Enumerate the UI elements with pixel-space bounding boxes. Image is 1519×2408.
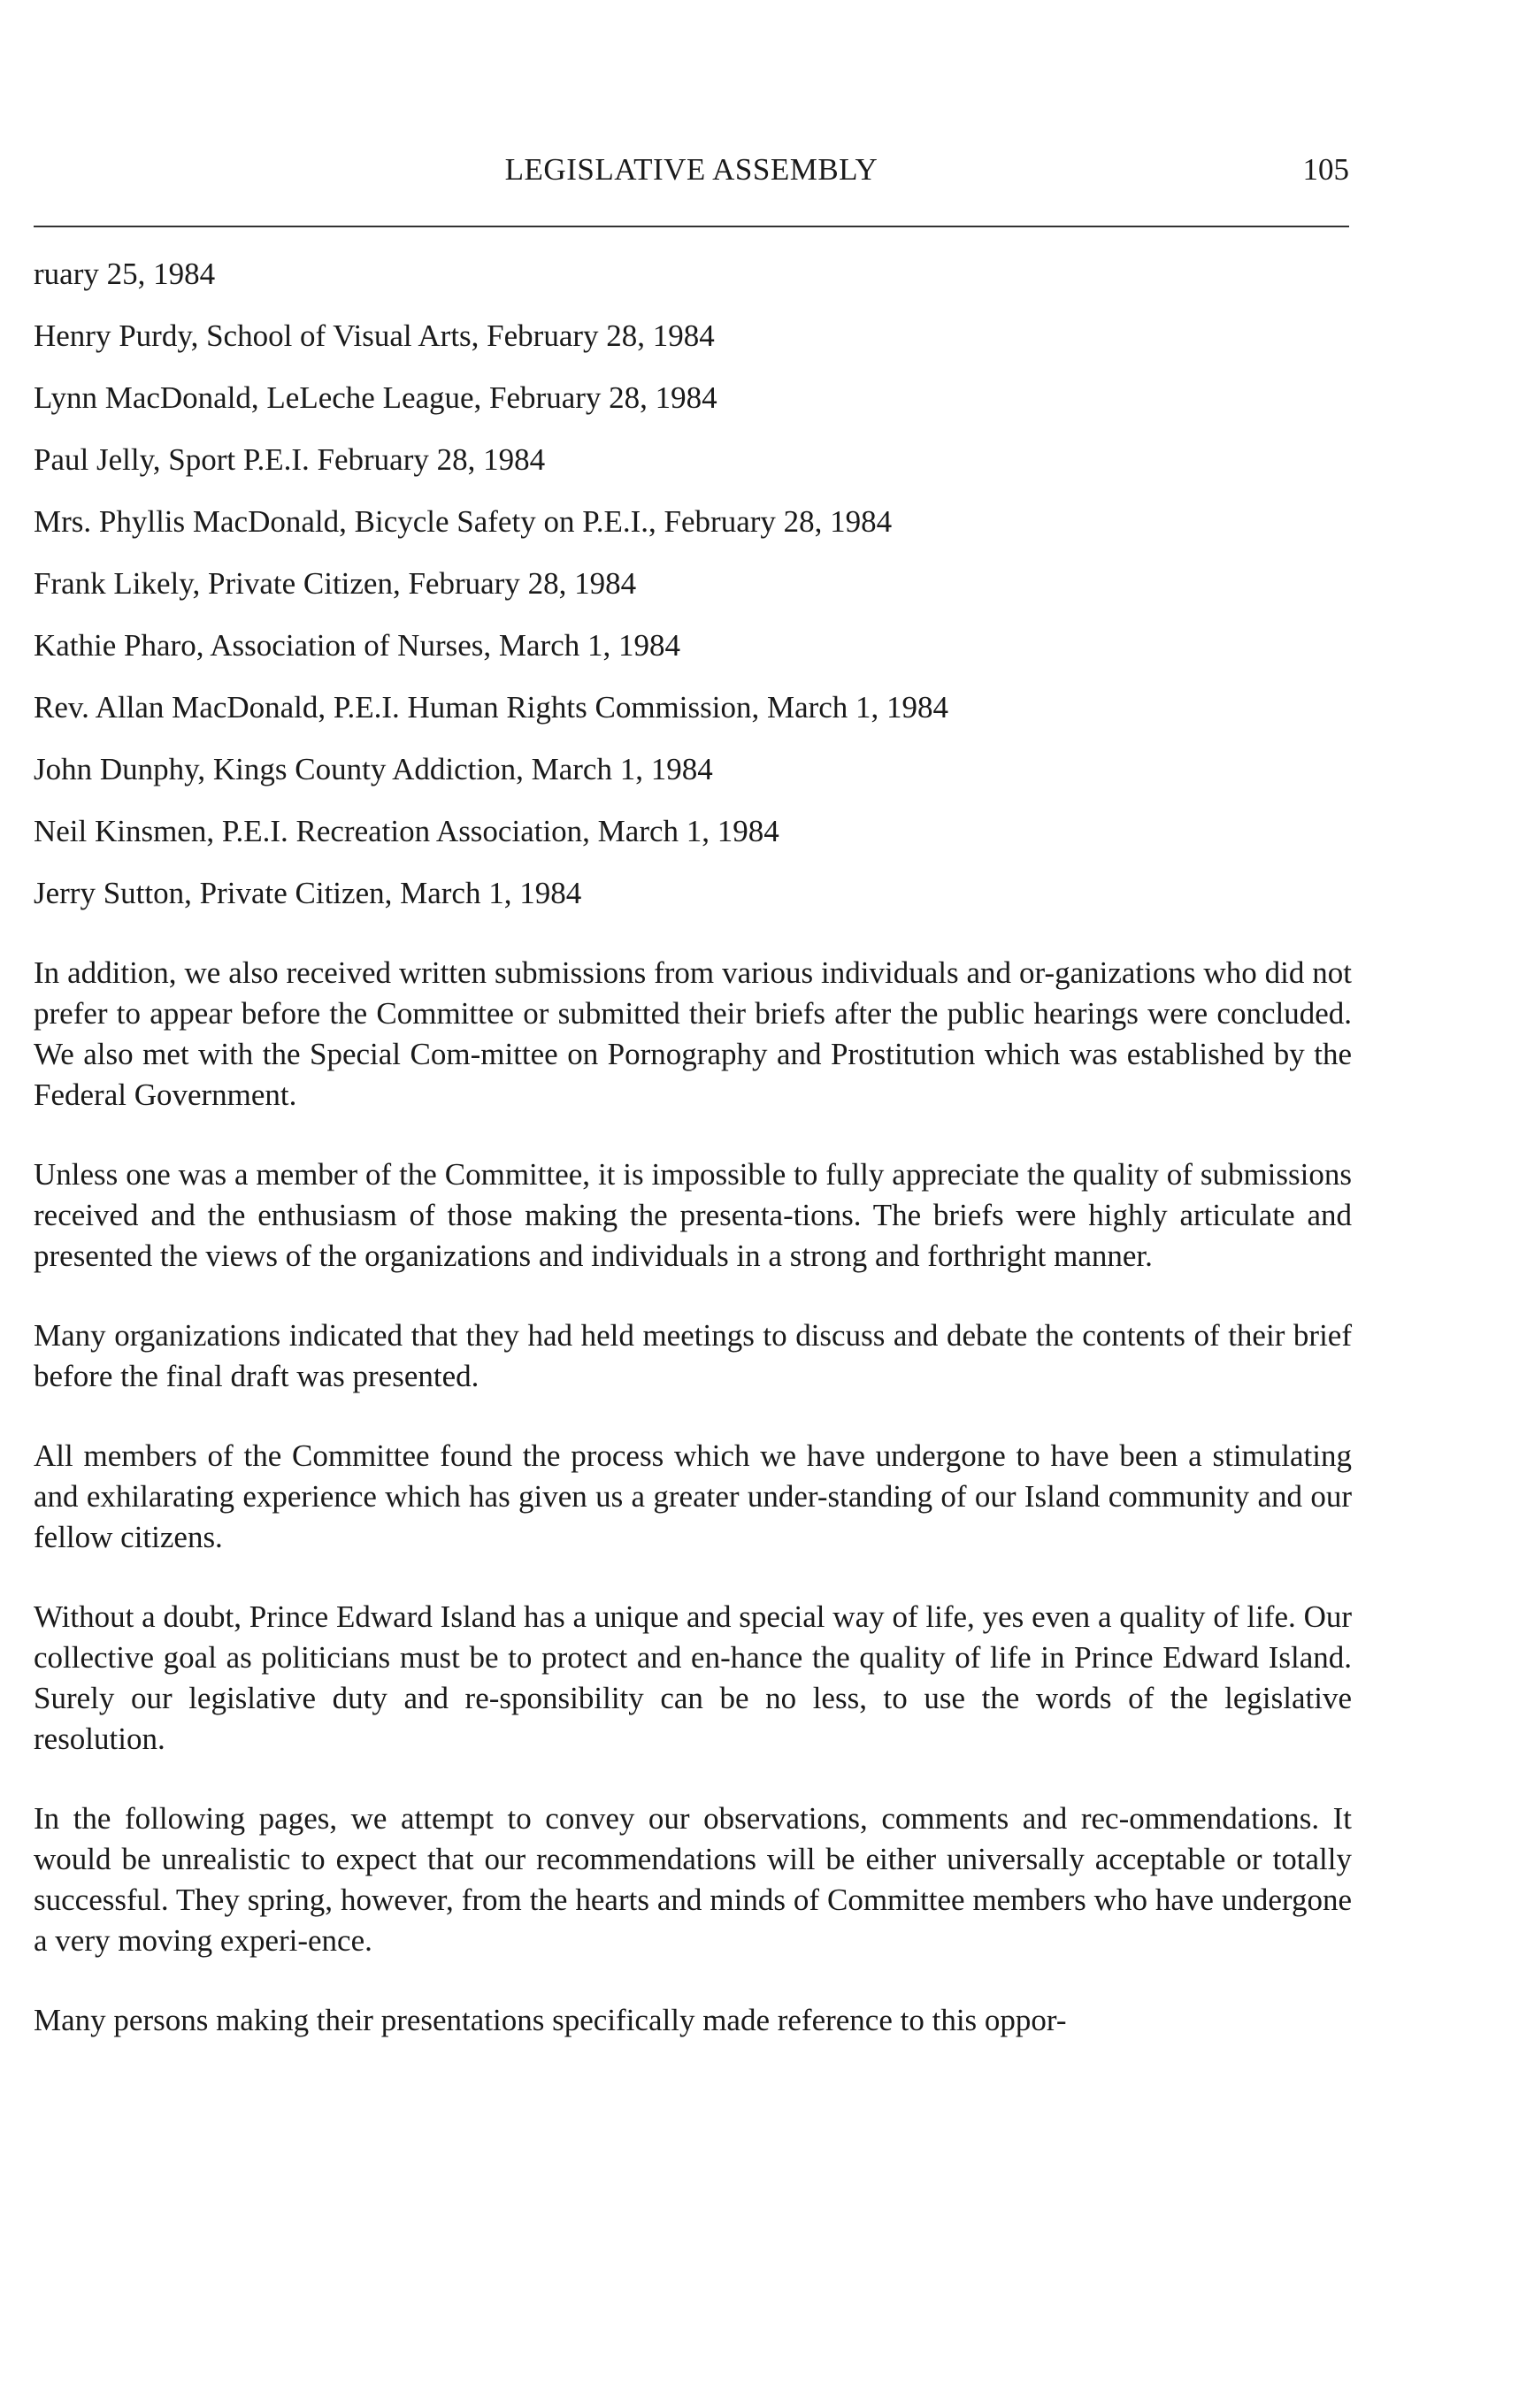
presenter-list bbox=[34, 257, 1349, 938]
paragraph: Unless one was a member of the Committee, it is impossible to fully appreciate the quality of submissions received and the enthusiasm of those making the presenta-tions. The briefs were highly articulate and presented the views of the organizations and individuals in a strong and forthright manner. bbox=[34, 1157, 1352, 1273]
body-text bbox=[34, 953, 1352, 2080]
list-item: Kathie Pharo, Association of Nurses, March 1, 1984 bbox=[34, 628, 680, 663]
page-header bbox=[34, 152, 1349, 196]
paragraph: Without a doubt, Prince Edward Island has a unique and special way of life, yes even a quality of life. Our collective goal as politicians must be to protect and en-hance the quality of life in Prince Edward Island. Surely our legislative duty and re-sponsibility can be no less, to use the words of the legislative resolution. bbox=[34, 1599, 1352, 1756]
paragraph: In the following pages, we attempt to convey our observations, comments and rec-ommendations. It would be unrealistic to expect that our recommendations will be either universally acceptable or totally successful. They spring, however, from the hearts and minds of Committee members who have undergone a very moving experi-ence. bbox=[34, 1801, 1352, 1958]
list-item: ruary 25, 1984 bbox=[34, 257, 216, 291]
list-item: Frank Likely, Private Citizen, February 28, 1984 bbox=[34, 566, 637, 601]
list-item: Mrs. Phyllis MacDonald, Bicycle Safety on P.E.I., February 28, 1984 bbox=[34, 504, 893, 539]
page-number: 105 bbox=[1302, 152, 1349, 187]
paragraph: Many persons making their presentations specifically made reference to this oppor- bbox=[34, 2003, 1067, 2037]
header-rule bbox=[34, 226, 1349, 227]
paragraph: Many organizations indicated that they had held meetings to discuss and debate the contents of their brief before the final draft was presented. bbox=[34, 1318, 1352, 1393]
list-item: Neil Kinsmen, P.E.I. Recreation Association, March 1, 1984 bbox=[34, 814, 779, 848]
list-item: Rev. Allan MacDonald, P.E.I. Human Rights Commission, March 1, 1984 bbox=[34, 690, 949, 725]
running-title: LEGISLATIVE ASSEMBLY bbox=[504, 152, 878, 187]
list-item: Paul Jelly, Sport P.E.I. February 28, 1984 bbox=[34, 442, 546, 477]
paragraph: All members of the Committee found the process which we have undergone to have been a stimulating and exhilarating experience which has given us a greater under-standing of our Island community and our fellow citizens. bbox=[34, 1438, 1352, 1554]
paragraph: In addition, we also received written submissions from various individuals and or-ganizations who did not prefer to appear before the Committee or submitted their briefs after the public hearings were concluded. We also met with the Special Com-mittee on Pornography and Prostitution which was established by the Federal Government. bbox=[34, 955, 1352, 1112]
list-item: John Dunphy, Kings County Addiction, March 1, 1984 bbox=[34, 752, 713, 786]
list-item: Henry Purdy, School of Visual Arts, February 28, 1984 bbox=[34, 318, 715, 353]
list-item: Lynn MacDonald, LeLeche League, February 28, 1984 bbox=[34, 380, 717, 415]
list-item: Jerry Sutton, Private Citizen, March 1, 1984 bbox=[34, 876, 582, 910]
